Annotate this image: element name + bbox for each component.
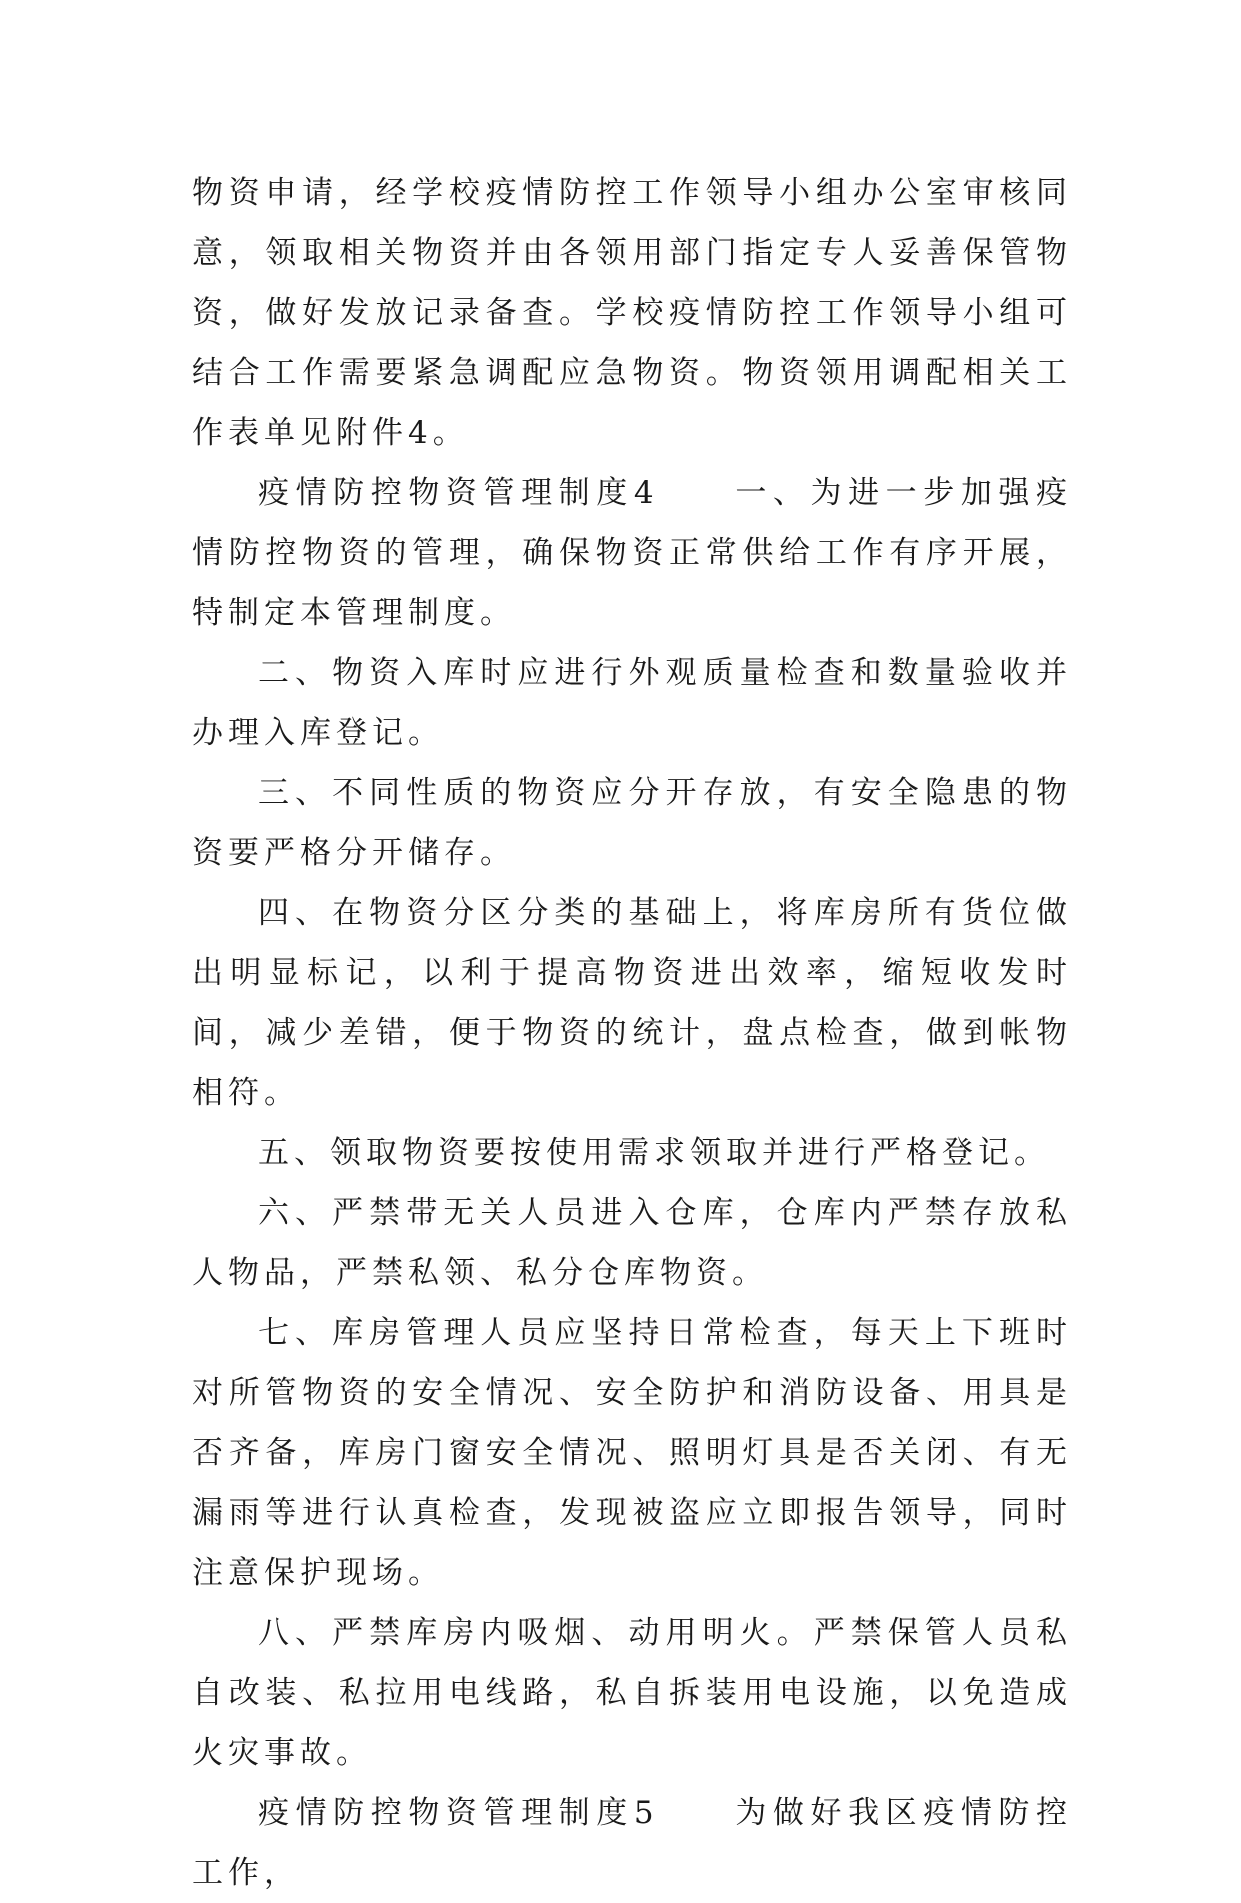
paragraph: 三、不同性质的物资应分开存放，有安全隐患的物资要严格分开储存。 — [192, 775, 1072, 871]
paragraph: 二、物资入库时应进行外观质量检查和数量验收并办理入库登记。 — [192, 655, 1072, 751]
paragraph: 五、领取物资要按使用需求领取并进行严格登记。 — [258, 1135, 1050, 1171]
paragraph: 疫情防控物资管理制度4 一、为进一步加强疫情防控物资的管理，确保物资正常供给工作有序开展，特制定本管理制度。 — [192, 475, 1072, 631]
paragraph: 七、库房管理人员应坚持日常检查，每天上下班时对所管物资的安全情况、安全防护和消防设备、用具是否齐备，库房门窗安全情况、照明灯具是否关闭、有无漏雨等进行认真检查，发现被盗应立即报告领导，同时注意保护现场。 — [192, 1315, 1072, 1591]
paragraph: 四、在物资分区分类的基础上，将库房所有货位做出明显标记，以利于提高物资进出效率，缩短收发时间，减少差错，便于物资的统计，盘点检查，做到帐物相符。 — [192, 895, 1072, 1111]
paragraph: 八、严禁库房内吸烟、动用明火。严禁保管人员私自改装、私拉用电线路，私自拆装用电设施，以免造成火灾事故。 — [192, 1615, 1072, 1771]
paragraph: 物资申请，经学校疫情防控工作领导小组办公室审核同意，领取相关物资并由各领用部门指定专人妥善保管物资，做好发放记录备查。学校疫情防控工作领导小组可结合工作需要紧急调配应急物资。物资领用调配相关工作表单见附件4。 — [192, 175, 1072, 451]
document-page — [192, 163, 1072, 1903]
paragraph: 六、严禁带无关人员进入仓库，仓库内严禁存放私人物品，严禁私领、私分仓库物资。 — [192, 1195, 1072, 1291]
paragraph: 疫情防控物资管理制度5 为做好我区疫情防控工作， — [192, 1795, 1072, 1891]
